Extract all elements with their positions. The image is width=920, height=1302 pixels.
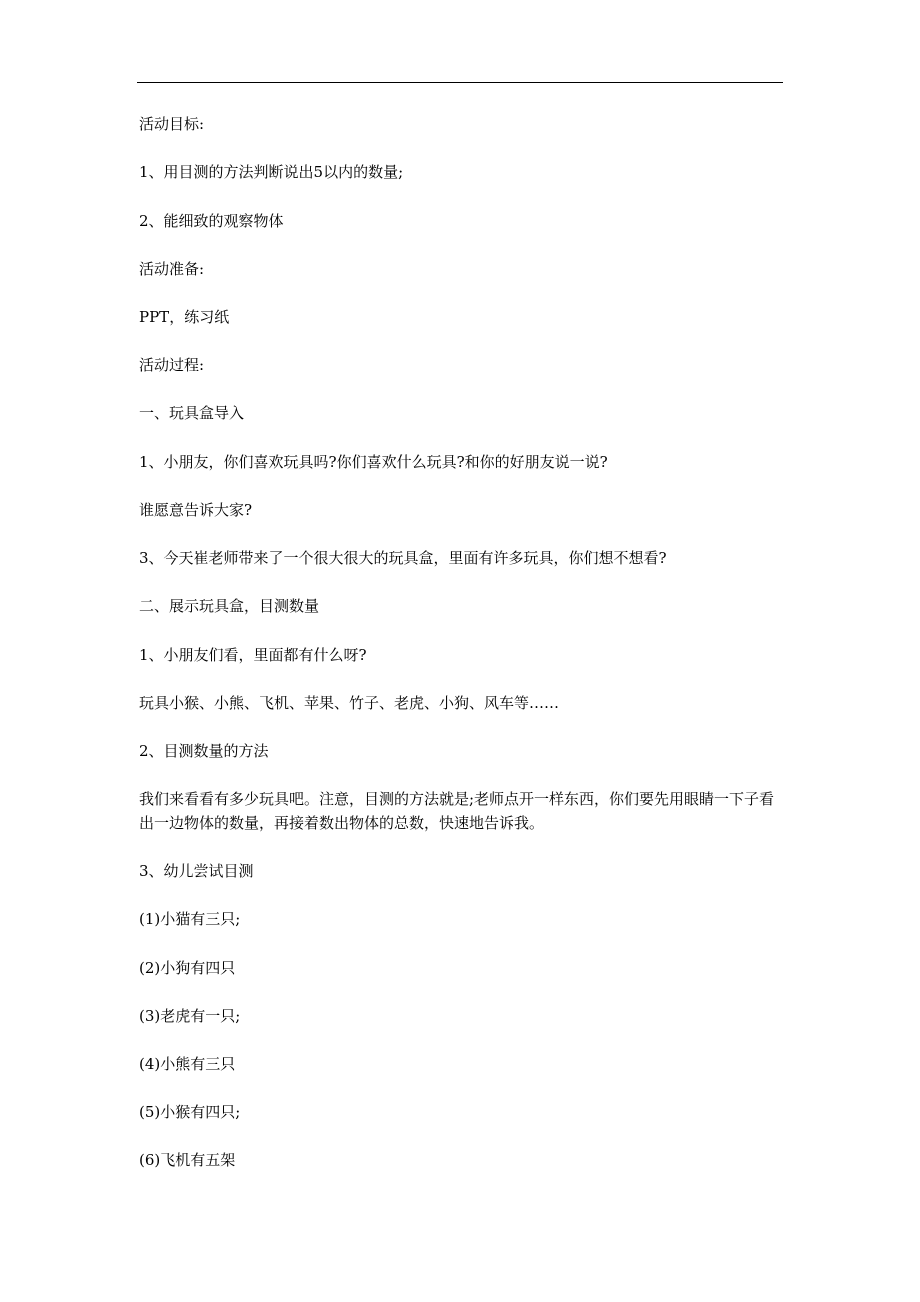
section-toy-box-intro: 一、玩具盒导入 (139, 404, 245, 422)
goal-item-2: 2、能细致的观察物体 (139, 212, 284, 230)
preparation-materials: PPT，练习纸 (139, 308, 230, 326)
intro-question-2: 谁愿意告诉大家? (139, 501, 253, 519)
count-item-6: (6)飞机有五架 (139, 1151, 236, 1169)
heading-activity-preparation: 活动准备: (139, 260, 205, 278)
goal-item-1: 1、用目测的方法判断说出5以内的数量; (139, 163, 404, 181)
intro-question-3: 3、今天崔老师带来了一个很大很大的玩具盒，里面有许多玩具，你们想不想看? (139, 549, 667, 567)
toy-list: 玩具小猴、小熊、飞机、苹果、竹子、老虎、小狗、风车等…… (139, 694, 560, 712)
count-item-5: (5)小猴有四只; (139, 1103, 241, 1121)
count-item-4: (4)小熊有三只 (139, 1055, 236, 1073)
count-item-1: (1)小猫有三只; (139, 910, 241, 928)
count-item-3: (3)老虎有一只; (139, 1007, 241, 1025)
estimation-method-paragraph: 我们来看看有多少玩具吧。注意，目测的方法就是;老师点开一样东西，你们要先用眼睛一下子看出一边物体的数量，再接着数出物体的总数，快速地告诉我。 (139, 790, 775, 832)
show-question-1: 1、小朋友们看，里面都有什么呀? (139, 646, 367, 664)
heading-activity-process: 活动过程: (139, 356, 205, 374)
heading-activity-goals: 活动目标: (139, 115, 205, 133)
children-try-heading: 3、幼儿尝试目测 (139, 862, 254, 880)
estimation-method-heading: 2、目测数量的方法 (139, 742, 269, 760)
header-rule (137, 82, 783, 83)
intro-question-1: 1、小朋友，你们喜欢玩具吗?你们喜欢什么玩具?和你的好朋友说一说? (139, 453, 608, 471)
section-show-toy-box: 二、展示玩具盒，目测数量 (139, 597, 320, 615)
count-item-2: (2)小狗有四只 (139, 959, 236, 977)
